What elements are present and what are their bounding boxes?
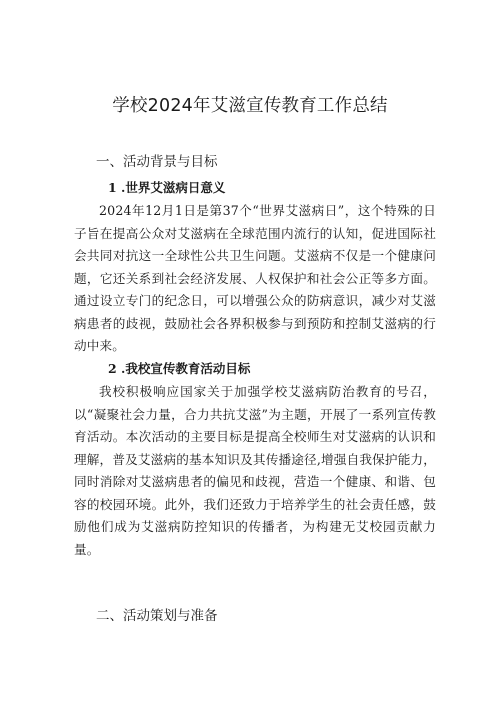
section-heading-background-goals: 一、活动背景与目标 — [96, 154, 218, 170]
paragraph-school-goals: 我校积极响应国家关于加强学校艾滋病防治教育的号召，以“凝聚社会力量，合力共抗艾滋”为主题，开展了一系列宣传教育活动。本次活动的主要目标是提高全校师生对艾滋病的认识和理解，普及艾滋病的基本知识及其传播途径,增强自我保护能力，同时消除对艾滋病患者的偏见和歧视，营造一个健康、和谐、包容的校园环境。此外，我们还致力于培养学生的社会责任感，鼓励他们成为艾滋病防控知识的传播者，为构建无艾校园贡献力量。 — [74, 384, 436, 557]
paragraph-aids-day-meaning: 2024年12月1日是第37个“世界艾滋病日”，这个特殊的日子旨在提高公众对艾滋病在全球范围内流行的认知，促进国际社会共同对抗这一全球性公共卫生问题。艾滋病不仅是一个健康问题，它还关系到社会经济发展、人权保护和社会公正等多方面。通过设立专门的纪念日，可以增强公众的防病意识，减少对艾滋病患者的歧视，鼓励社会各界积极参与到预防和控制艾滋病的行动中来。 — [74, 203, 436, 353]
subsection-heading-school-goals: 2 .我校宣传教育活动目标 — [108, 361, 251, 376]
section-heading-planning-preparation: 二、活动策划与准备 — [96, 608, 218, 624]
subsection-heading-aids-day-meaning: 1 .世界艾滋病日意义 — [108, 180, 226, 195]
document-title: 学校2024年艾滋宣传教育工作总结 — [112, 96, 388, 116]
